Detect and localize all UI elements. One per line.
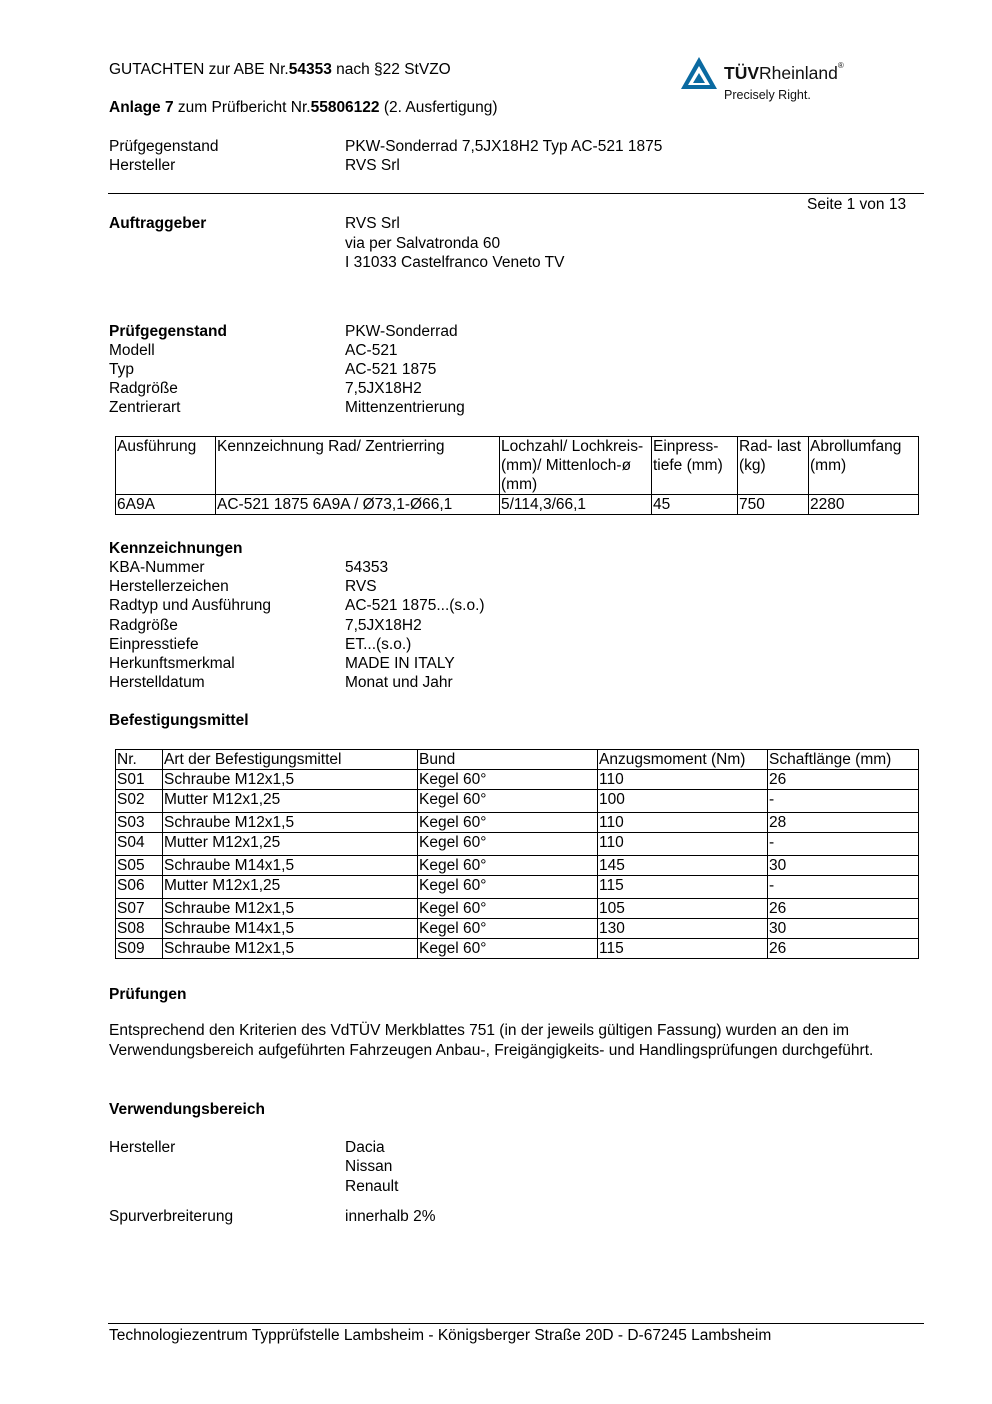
- vb-hersteller-item: Nissan: [345, 1158, 393, 1175]
- radgroesse2-label: Radgröße: [109, 617, 178, 634]
- pruefungen-text: Entsprechend den Kriterien des VdTÜV Merkblattes 751 (in der jeweils gültigen Fassung) wurden an den im Verwendungsbereich aufgeführten Fahrzeugen Anbau-, Freigängigkeits- und Handlingsprüfungen durchgeführt.: [109, 1022, 874, 1059]
- table-cell: 100: [598, 790, 768, 813]
- table-cell: 28: [768, 813, 919, 833]
- table-cell: S04: [116, 833, 163, 856]
- footer-text: Technologiezentrum Typprüfstelle Lambsheim - Königsberger Straße 20D - D-67245 Lambsheim: [109, 1327, 772, 1344]
- header-pg-value: PKW-Sonderrad 7,5JX18H2 Typ AC-521 1875: [345, 138, 663, 155]
- typ-label: Typ: [109, 361, 134, 378]
- table-cell: -: [768, 790, 919, 813]
- table-row: [116, 813, 919, 833]
- table-cell: 30: [768, 919, 919, 939]
- header-cell: Schaftlänge (mm): [768, 750, 919, 770]
- herstellerzeichen-value: RVS: [345, 578, 377, 595]
- auftraggeber-line: RVS Srl: [345, 215, 400, 232]
- radgroesse-label: Radgröße: [109, 380, 178, 397]
- table-cell: -: [768, 876, 919, 899]
- table-cell: 2280: [809, 495, 919, 515]
- herkunft-label: Herkunftsmerkmal: [109, 655, 235, 672]
- table-cell: 115: [598, 939, 768, 959]
- logo-tagline: Precisely Right.: [724, 88, 811, 102]
- table-cell: Kegel 60°: [418, 833, 598, 856]
- table-cell: Schraube M12x1,5: [163, 899, 418, 919]
- zentrierart-value: Mittenzentrierung: [345, 399, 465, 416]
- header-cell: Einpress- tiefe (mm): [652, 437, 738, 495]
- vb-hersteller-item: Renault: [345, 1178, 399, 1195]
- table-row: [116, 939, 919, 959]
- header-hersteller-label: Hersteller: [109, 157, 176, 174]
- kba-label: KBA-Nummer: [109, 559, 205, 576]
- footer-divider: [108, 1323, 924, 1324]
- header-hersteller-value: RVS Srl: [345, 157, 400, 174]
- table-cell: -: [768, 833, 919, 856]
- auftraggeber-line: via per Salvatronda 60: [345, 235, 501, 252]
- table-cell: 30: [768, 856, 919, 876]
- header-cell: Art der Befestigungsmittel: [163, 750, 418, 770]
- table-cell: AC-521 1875 6A9A / Ø73,1-Ø66,1: [216, 495, 500, 515]
- table-cell: 110: [598, 813, 768, 833]
- table-cell: 105: [598, 899, 768, 919]
- table-cell: Kegel 60°: [418, 770, 598, 790]
- table-row: [116, 770, 919, 790]
- table-row: [116, 899, 919, 919]
- vb-hersteller-label: Hersteller: [109, 1139, 176, 1156]
- table-cell: S01: [116, 770, 163, 790]
- header-pg-label: Prüfgegenstand: [109, 138, 219, 155]
- table-row: [116, 790, 919, 813]
- table-cell: S08: [116, 919, 163, 939]
- tuv-triangle-icon: [680, 56, 718, 90]
- modell-value: AC-521: [345, 342, 398, 359]
- herkunft-value: MADE IN ITALY: [345, 655, 455, 672]
- table-cell: S02: [116, 790, 163, 813]
- table-cell: 750: [738, 495, 809, 515]
- einpresstiefe-value: ET...(s.o.): [345, 636, 412, 653]
- table-cell: 130: [598, 919, 768, 939]
- table-cell: 5/114,3/66,1: [500, 495, 652, 515]
- herstellerzeichen-label: Herstellerzeichen: [109, 578, 229, 595]
- radtyp-value: AC-521 1875...(s.o.): [345, 597, 485, 614]
- report-title: GUTACHTEN zur ABE Nr.54353 nach §22 StVZO: [109, 61, 451, 78]
- table-cell: Kegel 60°: [418, 939, 598, 959]
- table-cell: Mutter M12x1,25: [163, 833, 418, 856]
- tuv-rheinland-logo: [680, 56, 880, 106]
- pruefgegenstand-label: Prüfgegenstand: [109, 323, 227, 340]
- herstelldatum-value: Monat und Jahr: [345, 674, 453, 691]
- table-cell: 145: [598, 856, 768, 876]
- spur-value: innerhalb 2%: [345, 1208, 436, 1225]
- header-cell: Rad- last (kg): [738, 437, 809, 495]
- table-cell: Kegel 60°: [418, 790, 598, 813]
- table-cell: S09: [116, 939, 163, 959]
- table-cell: S06: [116, 876, 163, 899]
- modell-label: Modell: [109, 342, 155, 359]
- header-cell: Ausführung: [116, 437, 216, 495]
- table-header-row: [116, 750, 919, 770]
- table-cell: S05: [116, 856, 163, 876]
- table-cell: Mutter M12x1,25: [163, 876, 418, 899]
- page-number: Seite 1 von 13: [807, 196, 907, 213]
- table-row: [116, 919, 919, 939]
- table-row: [116, 495, 919, 515]
- ausfuehrung-table: [115, 436, 919, 515]
- table-cell: Mutter M12x1,25: [163, 790, 418, 813]
- table-cell: Kegel 60°: [418, 856, 598, 876]
- herstelldatum-label: Herstelldatum: [109, 674, 205, 691]
- typ-value: AC-521 1875: [345, 361, 437, 378]
- header-cell: Bund: [418, 750, 598, 770]
- table-row: [116, 833, 919, 856]
- auftraggeber-label: Auftraggeber: [109, 215, 207, 232]
- pruefungen-title: Prüfungen: [109, 986, 187, 1003]
- zentrierart-label: Zentrierart: [109, 399, 181, 416]
- radtyp-label: Radtyp und Ausführung: [109, 597, 272, 614]
- radgroesse-value: 7,5JX18H2: [345, 380, 422, 397]
- header-cell: Abrollumfang (mm): [809, 437, 919, 495]
- table-cell: 26: [768, 770, 919, 790]
- table-cell: S03: [116, 813, 163, 833]
- table-cell: Kegel 60°: [418, 919, 598, 939]
- table-row: [116, 856, 919, 876]
- verwendungsbereich-title: Verwendungsbereich: [109, 1101, 265, 1118]
- report-subtitle: Anlage 7 zum Prüfbericht Nr.55806122 (2. Ausfertigung): [109, 99, 498, 116]
- table-cell: Schraube M14x1,5: [163, 856, 418, 876]
- kba-value: 54353: [345, 559, 389, 576]
- vb-hersteller-item: Dacia: [345, 1139, 385, 1156]
- table-cell: Kegel 60°: [418, 899, 598, 919]
- header-cell: Kennzeichnung Rad/ Zentrierring: [216, 437, 500, 495]
- table-cell: Schraube M14x1,5: [163, 919, 418, 939]
- kennzeichnungen-title: Kennzeichnungen: [109, 540, 243, 557]
- table-cell: S07: [116, 899, 163, 919]
- header-cell: Nr.: [116, 750, 163, 770]
- pruefgegenstand-value: PKW-Sonderrad: [345, 323, 458, 340]
- table-cell: 45: [652, 495, 738, 515]
- einpresstiefe-label: Einpresstiefe: [109, 636, 199, 653]
- table-cell: Schraube M12x1,5: [163, 939, 418, 959]
- spur-label: Spurverbreiterung: [109, 1208, 234, 1225]
- befestigungsmittel-title: Befestigungsmittel: [109, 712, 249, 729]
- table-cell: Schraube M12x1,5: [163, 770, 418, 790]
- table-row: [116, 876, 919, 899]
- befestigungsmittel-table: [115, 749, 919, 959]
- table-cell: 26: [768, 899, 919, 919]
- table-cell: 6A9A: [116, 495, 216, 515]
- table-cell: 26: [768, 939, 919, 959]
- auftraggeber-line: I 31033 Castelfranco Veneto TV: [345, 254, 565, 271]
- header-cell: Lochzahl/ Lochkreis- (mm)/ Mittenloch-ø (mm): [500, 437, 652, 495]
- table-cell: 110: [598, 770, 768, 790]
- table-cell: Kegel 60°: [418, 876, 598, 899]
- radgroesse2-value: 7,5JX18H2: [345, 617, 422, 634]
- table-header-row: [116, 437, 919, 495]
- header-cell: Anzugsmoment (Nm): [598, 750, 768, 770]
- table-cell: 110: [598, 833, 768, 856]
- table-cell: Kegel 60°: [418, 813, 598, 833]
- header-divider: [108, 193, 924, 194]
- table-cell: Schraube M12x1,5: [163, 813, 418, 833]
- logo-brand: TÜVRheinland®: [724, 61, 844, 83]
- table-cell: 115: [598, 876, 768, 899]
